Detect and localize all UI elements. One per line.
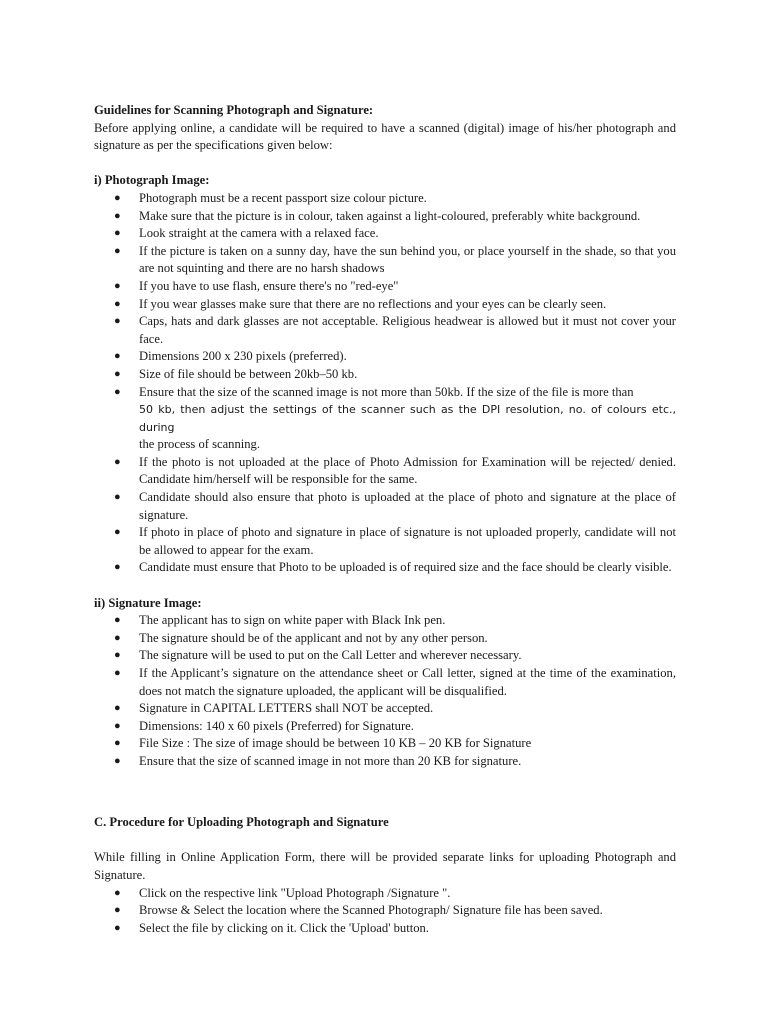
bullet-icon: ● <box>114 227 121 240</box>
bullet-icon: ● <box>114 279 121 292</box>
signature-list <box>94 612 676 770</box>
list-item: ● Look straight at the camera with a relaxed face. <box>94 225 676 243</box>
list-item-line: 50 kb, then adjust the settings of the scanner such as the DPI resolution, no. of colours etc., during <box>139 403 676 434</box>
bullet-icon: ● <box>114 614 121 627</box>
bullet-icon: ● <box>114 904 121 917</box>
list-item: ● Dimensions: 140 x 60 pixels (Preferred) for Signature. <box>94 718 676 736</box>
list-item: ● Candidate must ensure that Photo to be uploaded is of required size and the face should be clearly visible. <box>94 559 676 577</box>
list-item: ● File Size : The size of image should be between 10 KB – 20 KB for Signature <box>94 735 676 753</box>
bullet-icon: ● <box>114 754 121 767</box>
bullet-icon: ● <box>114 350 121 363</box>
bullet-icon: ● <box>114 649 121 662</box>
list-item: ● Ensure that the size of the scanned image is not more than 50kb. If the size of the file is more than 50 kb, then adjust the settings of the scanner such as the DPI resolution, no. of colours etc., during the process of scanning. <box>114 384 676 452</box>
bullet-icon: ● <box>114 244 121 257</box>
list-item: ● Select the file by clicking on it. Click the 'Upload' button. <box>94 920 676 938</box>
bullet-icon: ● <box>114 455 121 468</box>
bullet-icon: ● <box>114 385 121 398</box>
list-item: ● Ensure that the size of scanned image in not more than 20 KB for signature. <box>94 753 676 771</box>
bullet-icon: ● <box>114 921 121 934</box>
bullet-icon: ● <box>114 526 121 539</box>
bullet-icon: ● <box>114 719 121 732</box>
list-item: ● Photograph must be a recent passport size colour picture. <box>94 190 676 208</box>
procedure-intro: While filling in Online Application Form, there will be provided separate links for uploading Photograph and Signature. <box>94 850 676 882</box>
procedure-list <box>94 885 676 938</box>
list-item: ● Browse & Select the location where the Scanned Photograph/ Signature file has been saved. <box>94 902 676 920</box>
bullet-icon: ● <box>114 491 121 504</box>
bullet-icon: ● <box>114 297 121 310</box>
list-item: ● Make sure that the picture is in colour, taken against a light-coloured, preferably white background. <box>94 208 676 226</box>
bullet-icon: ● <box>114 315 121 328</box>
list-item: ● Signature in CAPITAL LETTERS shall NOT be accepted. <box>94 700 676 718</box>
list-item: ● If the photo is not uploaded at the place of Photo Admission for Examination will be rejected/ denied. Candidate him/herself will be responsible for the same. <box>114 454 676 487</box>
list-item: ● The signature should be of the applicant and not by any other person. <box>94 630 676 648</box>
list-item-line: the process of scanning. <box>139 437 261 452</box>
photograph-heading: i) Photograph Image: <box>94 173 210 188</box>
document-page <box>94 102 676 937</box>
bullet-icon: ● <box>114 561 121 574</box>
list-item: ● The applicant has to sign on white paper with Black Ink pen. <box>94 612 676 630</box>
bullet-icon: ● <box>114 702 121 715</box>
photograph-list <box>94 190 676 577</box>
bullet-icon: ● <box>114 631 121 644</box>
list-item: ● If you wear glasses make sure that there are no reflections and your eyes can be clearly seen. <box>94 296 676 314</box>
procedure-heading: C. Procedure for Uploading Photograph and Signature <box>94 815 389 830</box>
bullet-icon: ● <box>114 209 121 222</box>
list-item: ● If the Applicant’s signature on the attendance sheet or Call letter, signed at the time of the examination, does not match the signature uploaded, the applicant will be disqualified. <box>114 666 676 698</box>
list-item: ● Caps, hats and dark glasses are not acceptable. Religious headwear is allowed but it must not cover your face. <box>114 314 676 346</box>
signature-heading: ii) Signature Image: <box>94 595 202 610</box>
bullet-icon: ● <box>114 737 121 750</box>
guidelines-intro: Before applying online, a candidate will be required to have a scanned (digital) image of his/her photograph and signature as per the specifications given below: <box>94 120 676 153</box>
bullet-icon: ● <box>114 191 121 204</box>
guidelines-title: Guidelines for Scanning Photograph and Signature: <box>94 103 374 117</box>
list-item: ● Click on the respective link "Upload Photograph /Signature ". <box>94 885 676 903</box>
bullet-icon: ● <box>114 886 121 899</box>
list-item: ● If the picture is taken on a sunny day, have the sun behind you, or place yourself in the shade, so that you are not squinting and there are no harsh shadows <box>114 243 676 276</box>
list-item: ● Size of file should be between 20kb–50 kb. <box>94 366 676 384</box>
bullet-icon: ● <box>114 367 121 380</box>
bullet-icon: ● <box>114 667 121 679</box>
list-item: ● If photo in place of photo and signature in place of signature is not uploaded properly, candidate will not be allowed to appear for the exam. <box>114 525 676 557</box>
list-item: ● Candidate should also ensure that photo is uploaded at the place of photo and signature at the place of signature. <box>114 490 676 522</box>
list-item: ● If you have to use flash, ensure there's no "red-eye" <box>94 278 676 296</box>
list-item: ● The signature will be used to put on the Call Letter and wherever necessary. <box>94 647 676 665</box>
list-item: ● Dimensions 200 x 230 pixels (preferred). <box>94 348 676 366</box>
